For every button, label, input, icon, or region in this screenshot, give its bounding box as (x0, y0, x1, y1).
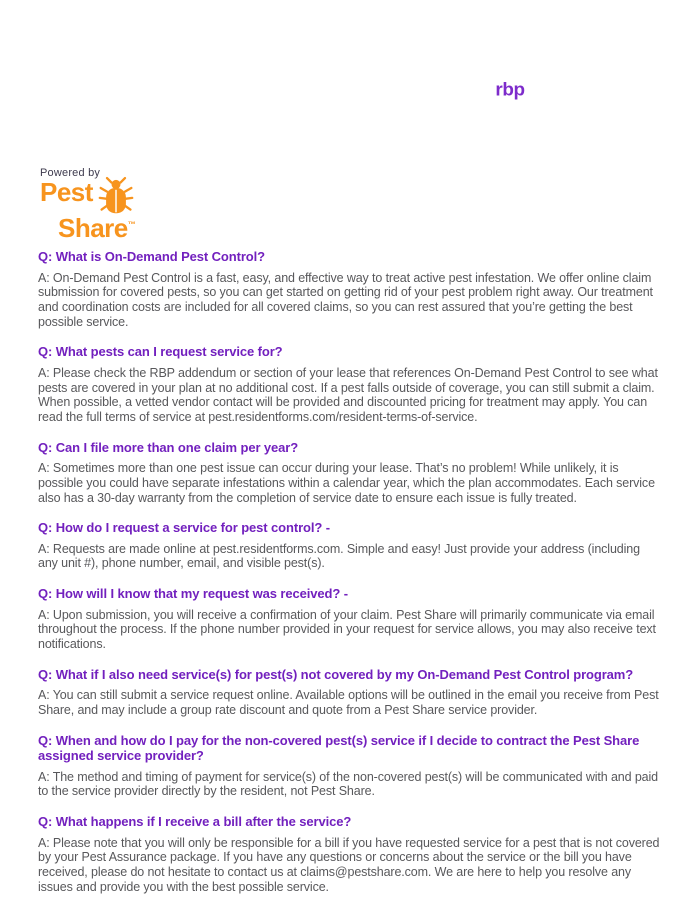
trademark-symbol: ™ (127, 220, 136, 229)
faq-question: Q: When and how do I pay for the non-covered pest(s) service if I decide to contract the Pest Share assigned service provider? (38, 732, 640, 764)
rbp-second-nature-logo (478, 50, 632, 118)
wordmark-stack (564, 61, 632, 98)
rbp-house-badge-icon (478, 50, 542, 118)
faq-answer: A: Please note that you will only be responsible for a bill if you have requested service for a pest that is not covered by your Pest Assurance package. If you have any questions or concerns about the service or the bill you have received, please do not hesitate to contact us at claims@pestshare.com. We are here to help you resolve any issues and provide you with the best possible service. (38, 835, 660, 894)
header-banner (0, 0, 700, 243)
faq-item (38, 814, 663, 894)
faq-question: Q: Can I file more than one claim per year? (38, 439, 299, 455)
faq-question: Q: What happens if I receive a bill after the service? (38, 814, 352, 830)
faq-item (38, 249, 663, 329)
faq-answer: A: On-Demand Pest Control is a fast, easy, and effective way to treat active pest infestation. We offer online claim submission for covered pests, so you can get started on getting rid of your pest problem right away. Our treatment and coordination costs are included for all covered claims, so you can rest assured that you’re getting the best possible service. (38, 270, 653, 329)
faq-answer: A: The method and timing of payment for service(s) of the non-covered pest(s) will be communicated with and paid to the service provider directly by the resident, not Pest Share. (38, 769, 658, 799)
title-line-1: On-Demand Pest Control (40, 42, 370, 74)
rbp-badge-text: rbp (495, 78, 525, 100)
faq-question: Q: What pests can I request service for? (38, 344, 283, 360)
faq-answer: A: Sometimes more than one pest issue can occur during your lease. That’s no problem! While unlikely, it is possible you could have separate infestations within a calendar year, which the plan accommodates. Each service also has a 30-day warranty from the completion of service date to ensure each issue is fully treated. (38, 461, 655, 505)
faq-answer: A: Upon submission, you will receive a confirmation of your claim. Pest Share will primarily communicate via email throughout the process. If the phone number provided in your request for service allows, you may also receive text notifications. (38, 607, 656, 652)
wordmark-second: second (564, 61, 632, 82)
faq-item (38, 733, 663, 799)
faq-question: Q: How will I know that my request was received? - (38, 586, 348, 602)
wordmark-by: by (550, 65, 562, 76)
pest-wordmark: Pest (40, 177, 93, 207)
faq-answer: A: Please check the RBP addendum or section of your lease that references On-Demand Pest Control to see what pests are covered in your plan at no additional cost. If a pest falls outside of coverage, you can still submit a claim. When possible, a vetted vendor contact will be provided and discounted pricing for treatment may apply. You can read the full terms of service at pest.residentforms.com/resident-terms-of-service. (38, 365, 658, 424)
faq-question: Q: What if I also need service(s) for pest(s) not covered by my On-Demand Pest Control program? (38, 666, 634, 682)
faq-item (38, 344, 663, 424)
faq-list (38, 249, 663, 906)
faq-item (38, 440, 663, 506)
faq-item (38, 520, 663, 571)
share-row (58, 213, 136, 243)
faq-answer: A: Requests are made online at pest.residentforms.com. Simple and easy! Just provide your address (including any unit #), phone number, email, and visible pest(s). (38, 541, 640, 571)
faq-question: Q: How do I request a service for pest control? - (38, 520, 330, 536)
wordmark-nature: nature (572, 77, 632, 98)
share-wordmark: Share (58, 213, 128, 243)
title-line-2: Resident FAQs (40, 79, 249, 111)
page-title (40, 40, 370, 114)
bug-icon (98, 176, 134, 218)
faq-item (38, 667, 663, 718)
faq-question: Q: What is On-Demand Pest Control? (38, 249, 265, 264)
pest-share-logo (40, 167, 136, 242)
faq-answer: A: You can still submit a service request online. Available options will be outlined in the email you receive from Pest Share, and may include a group rate discount and quote from a Pest Share service provider. (38, 688, 659, 717)
powered-by-label: Powered by (40, 167, 101, 179)
faq-item (38, 586, 663, 652)
second-nature-wordmark (550, 61, 632, 98)
